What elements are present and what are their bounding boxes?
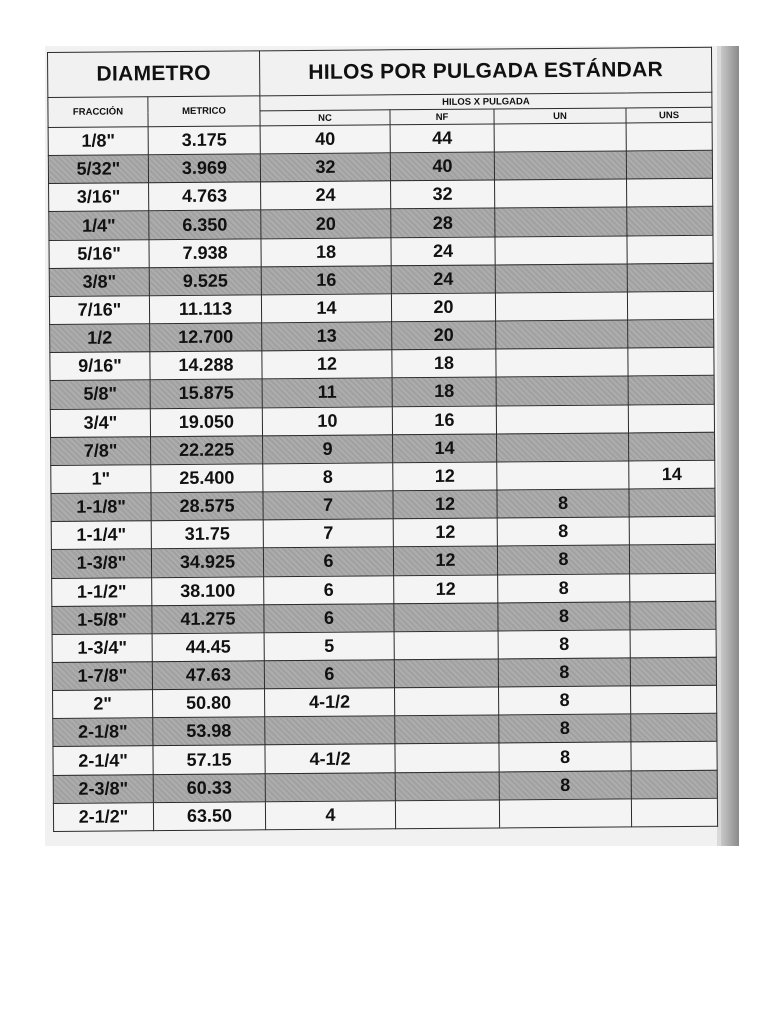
- cell-nc: 9: [263, 435, 393, 464]
- cell-fraccion: 5/8": [50, 380, 150, 409]
- cell-nf: 20: [392, 321, 496, 350]
- cell-fraccion: 7/16": [49, 296, 149, 325]
- cell-metrico: 31.75: [151, 520, 263, 549]
- cell-metrico: 47.63: [152, 661, 264, 690]
- cell-fraccion: 2-1/2": [53, 802, 153, 831]
- cell-un: [496, 348, 628, 377]
- cell-uns: [627, 235, 713, 264]
- cell-nc: 40: [260, 125, 390, 154]
- cell-metrico: 41.275: [152, 604, 264, 633]
- cell-uns: [628, 348, 714, 377]
- cell-un: 8: [498, 658, 630, 687]
- cell-fraccion: 1/2: [50, 324, 150, 353]
- paper-edge-shadow: [721, 46, 739, 846]
- diametro-title: DIAMETRO: [48, 51, 260, 98]
- cell-nc: 6: [264, 575, 394, 604]
- cell-uns: [631, 770, 717, 799]
- cell-uns: [629, 516, 715, 545]
- cell-nf: 44: [390, 124, 494, 153]
- cell-fraccion: 2": [53, 690, 153, 719]
- cell-fraccion: 1-5/8": [52, 605, 152, 634]
- cell-fraccion: 1": [51, 465, 151, 494]
- cell-nf: [394, 631, 498, 660]
- cell-uns: [627, 179, 713, 208]
- cell-uns: [628, 376, 714, 405]
- cell-nf: [395, 772, 499, 801]
- cell-un: 8: [499, 686, 631, 715]
- cell-un: [496, 376, 628, 405]
- paper-sheet: [45, 46, 717, 846]
- cell-nf: [395, 687, 499, 716]
- cell-metrico: 22.225: [151, 436, 263, 465]
- uns-header: UNS: [626, 107, 712, 123]
- cell-nf: 14: [393, 434, 497, 463]
- cell-nc: 6: [263, 547, 393, 576]
- fraccion-header: FRACCIÓN: [48, 97, 148, 128]
- cell-nf: [395, 743, 499, 772]
- cell-un: [495, 236, 627, 265]
- cell-metrico: 3.175: [148, 126, 260, 155]
- cell-nc: 20: [261, 209, 391, 238]
- cell-nc: 24: [261, 181, 391, 210]
- cell-metrico: 7.938: [149, 238, 261, 267]
- cell-metrico: 60.33: [153, 773, 265, 802]
- cell-un: [495, 264, 627, 293]
- cell-un: [494, 123, 626, 152]
- nc-header: NC: [260, 110, 390, 126]
- cell-nc: 4-1/2: [265, 688, 395, 717]
- cell-metrico: 63.50: [153, 802, 265, 831]
- cell-metrico: 3.969: [148, 154, 260, 183]
- cell-nf: 28: [391, 208, 495, 237]
- cell-uns: [629, 545, 715, 574]
- cell-un: [496, 320, 628, 349]
- cell-fraccion: 9/16": [50, 352, 150, 381]
- cell-uns: [631, 798, 717, 827]
- cell-fraccion: 1/8": [48, 127, 148, 156]
- cell-nf: 12: [393, 462, 497, 491]
- cell-fraccion: 3/4": [50, 408, 150, 437]
- cell-fraccion: 5/32": [48, 155, 148, 184]
- cell-uns: [630, 601, 716, 630]
- cell-metrico: 28.575: [151, 492, 263, 521]
- cell-uns: [630, 685, 716, 714]
- cell-metrico: 14.288: [150, 351, 262, 380]
- cell-fraccion: 1-3/8": [51, 549, 151, 578]
- cell-uns: [629, 432, 715, 461]
- cell-fraccion: 2-1/8": [53, 718, 153, 747]
- cell-metrico: 4.763: [149, 182, 261, 211]
- cell-nc: 13: [262, 322, 392, 351]
- hilos-x-pulgada-header: HILOS X PULGADA: [260, 92, 712, 111]
- cell-nf: 20: [391, 293, 495, 322]
- cell-un: [497, 461, 629, 490]
- cell-nf: [395, 715, 499, 744]
- cell-fraccion: 1/4": [49, 211, 149, 240]
- cell-metrico: 44.45: [152, 633, 264, 662]
- cell-metrico: 57.15: [153, 745, 265, 774]
- cell-fraccion: 1-3/4": [52, 634, 152, 663]
- cell-nf: 24: [391, 265, 495, 294]
- cell-nc: 12: [262, 350, 392, 379]
- cell-fraccion: 1-7/8": [52, 662, 152, 691]
- cell-un: [497, 433, 629, 462]
- cell-uns: [627, 291, 713, 320]
- cell-nc: 18: [261, 237, 391, 266]
- cell-fraccion: 3/8": [49, 267, 149, 296]
- cell-fraccion: 2-1/4": [53, 746, 153, 775]
- cell-fraccion: 2-3/8": [53, 774, 153, 803]
- cell-un: 8: [499, 771, 631, 800]
- cell-nc: 7: [263, 519, 393, 548]
- cell-nc: 4: [265, 801, 395, 830]
- cell-nc: 11: [262, 378, 392, 407]
- cell-un: 8: [497, 517, 629, 546]
- cell-un: 8: [498, 573, 630, 602]
- metrico-header: METRICO: [148, 96, 260, 127]
- cell-fraccion: 5/16": [49, 239, 149, 268]
- hilos-title: HILOS POR PULGADA ESTÁNDAR: [259, 47, 711, 96]
- cell-nc: 6: [264, 660, 394, 689]
- cell-nf: 16: [392, 406, 496, 435]
- cell-nc: 32: [260, 153, 390, 182]
- cell-un: 8: [497, 545, 629, 574]
- cell-metrico: 53.98: [153, 717, 265, 746]
- cell-un: 8: [498, 630, 630, 659]
- cell-nf: 40: [390, 152, 494, 181]
- cell-metrico: 19.050: [150, 407, 262, 436]
- cell-un: [495, 179, 627, 208]
- cell-nf: [394, 603, 498, 632]
- cell-un: [496, 405, 628, 434]
- cell-un: [495, 207, 627, 236]
- cell-fraccion: 1-1/2": [52, 577, 152, 606]
- cell-nf: 24: [391, 237, 495, 266]
- cell-nf: 12: [393, 490, 497, 519]
- cell-metrico: 25.400: [151, 464, 263, 493]
- cell-nc: 10: [262, 406, 392, 435]
- cell-fraccion: 3/16": [49, 183, 149, 212]
- cell-metrico: 12.700: [150, 323, 262, 352]
- cell-metrico: 9.525: [149, 267, 261, 296]
- cell-un: [494, 151, 626, 180]
- cell-nf: 32: [391, 180, 495, 209]
- cell-uns: [630, 629, 716, 658]
- cell-nf: 18: [392, 377, 496, 406]
- cell-fraccion: 1-1/4": [51, 521, 151, 550]
- cell-nf: [394, 659, 498, 688]
- cell-uns: [629, 488, 715, 517]
- cell-metrico: 6.350: [149, 210, 261, 239]
- nf-header: NF: [390, 109, 494, 125]
- cell-nc: 16: [261, 266, 391, 295]
- cell-uns: [631, 742, 717, 771]
- cell-uns: [630, 573, 716, 602]
- cell-nf: 12: [394, 574, 498, 603]
- cell-nc: 4-1/2: [265, 744, 395, 773]
- cell-nc: 6: [264, 603, 394, 632]
- cell-un: 8: [499, 714, 631, 743]
- cell-uns: [628, 319, 714, 348]
- cell-un: [495, 292, 627, 321]
- cell-un: 8: [499, 742, 631, 771]
- thread-table: [47, 47, 718, 832]
- cell-metrico: 15.875: [150, 379, 262, 408]
- cell-metrico: 34.925: [151, 548, 263, 577]
- cell-un: 8: [498, 602, 630, 631]
- cell-nc: 8: [263, 463, 393, 492]
- table-row: [53, 798, 717, 831]
- cell-uns: [628, 404, 714, 433]
- cell-nc: 7: [263, 491, 393, 520]
- cell-un: [499, 799, 631, 828]
- cell-nf: [395, 800, 499, 829]
- cell-uns: [630, 657, 716, 686]
- cell-un: 8: [497, 489, 629, 518]
- cell-uns: [627, 207, 713, 236]
- un-header: UN: [494, 108, 626, 124]
- document-photo: [45, 46, 739, 846]
- table-body: [48, 122, 718, 831]
- cell-nc: [265, 716, 395, 745]
- cell-metrico: 38.100: [152, 576, 264, 605]
- cell-nf: 12: [393, 518, 497, 547]
- cell-uns: [631, 714, 717, 743]
- cell-uns: 14: [629, 460, 715, 489]
- cell-nf: 12: [393, 546, 497, 575]
- cell-metrico: 50.80: [153, 689, 265, 718]
- cell-nf: 18: [392, 349, 496, 378]
- cell-uns: [627, 263, 713, 292]
- cell-metrico: 11.113: [149, 295, 261, 324]
- cell-nc: [265, 772, 395, 801]
- cell-uns: [626, 150, 712, 179]
- cell-fraccion: 7/8": [51, 436, 151, 465]
- cell-fraccion: 1-1/8": [51, 493, 151, 522]
- cell-nc: 5: [264, 632, 394, 661]
- cell-uns: [626, 122, 712, 151]
- cell-nc: 14: [261, 294, 391, 323]
